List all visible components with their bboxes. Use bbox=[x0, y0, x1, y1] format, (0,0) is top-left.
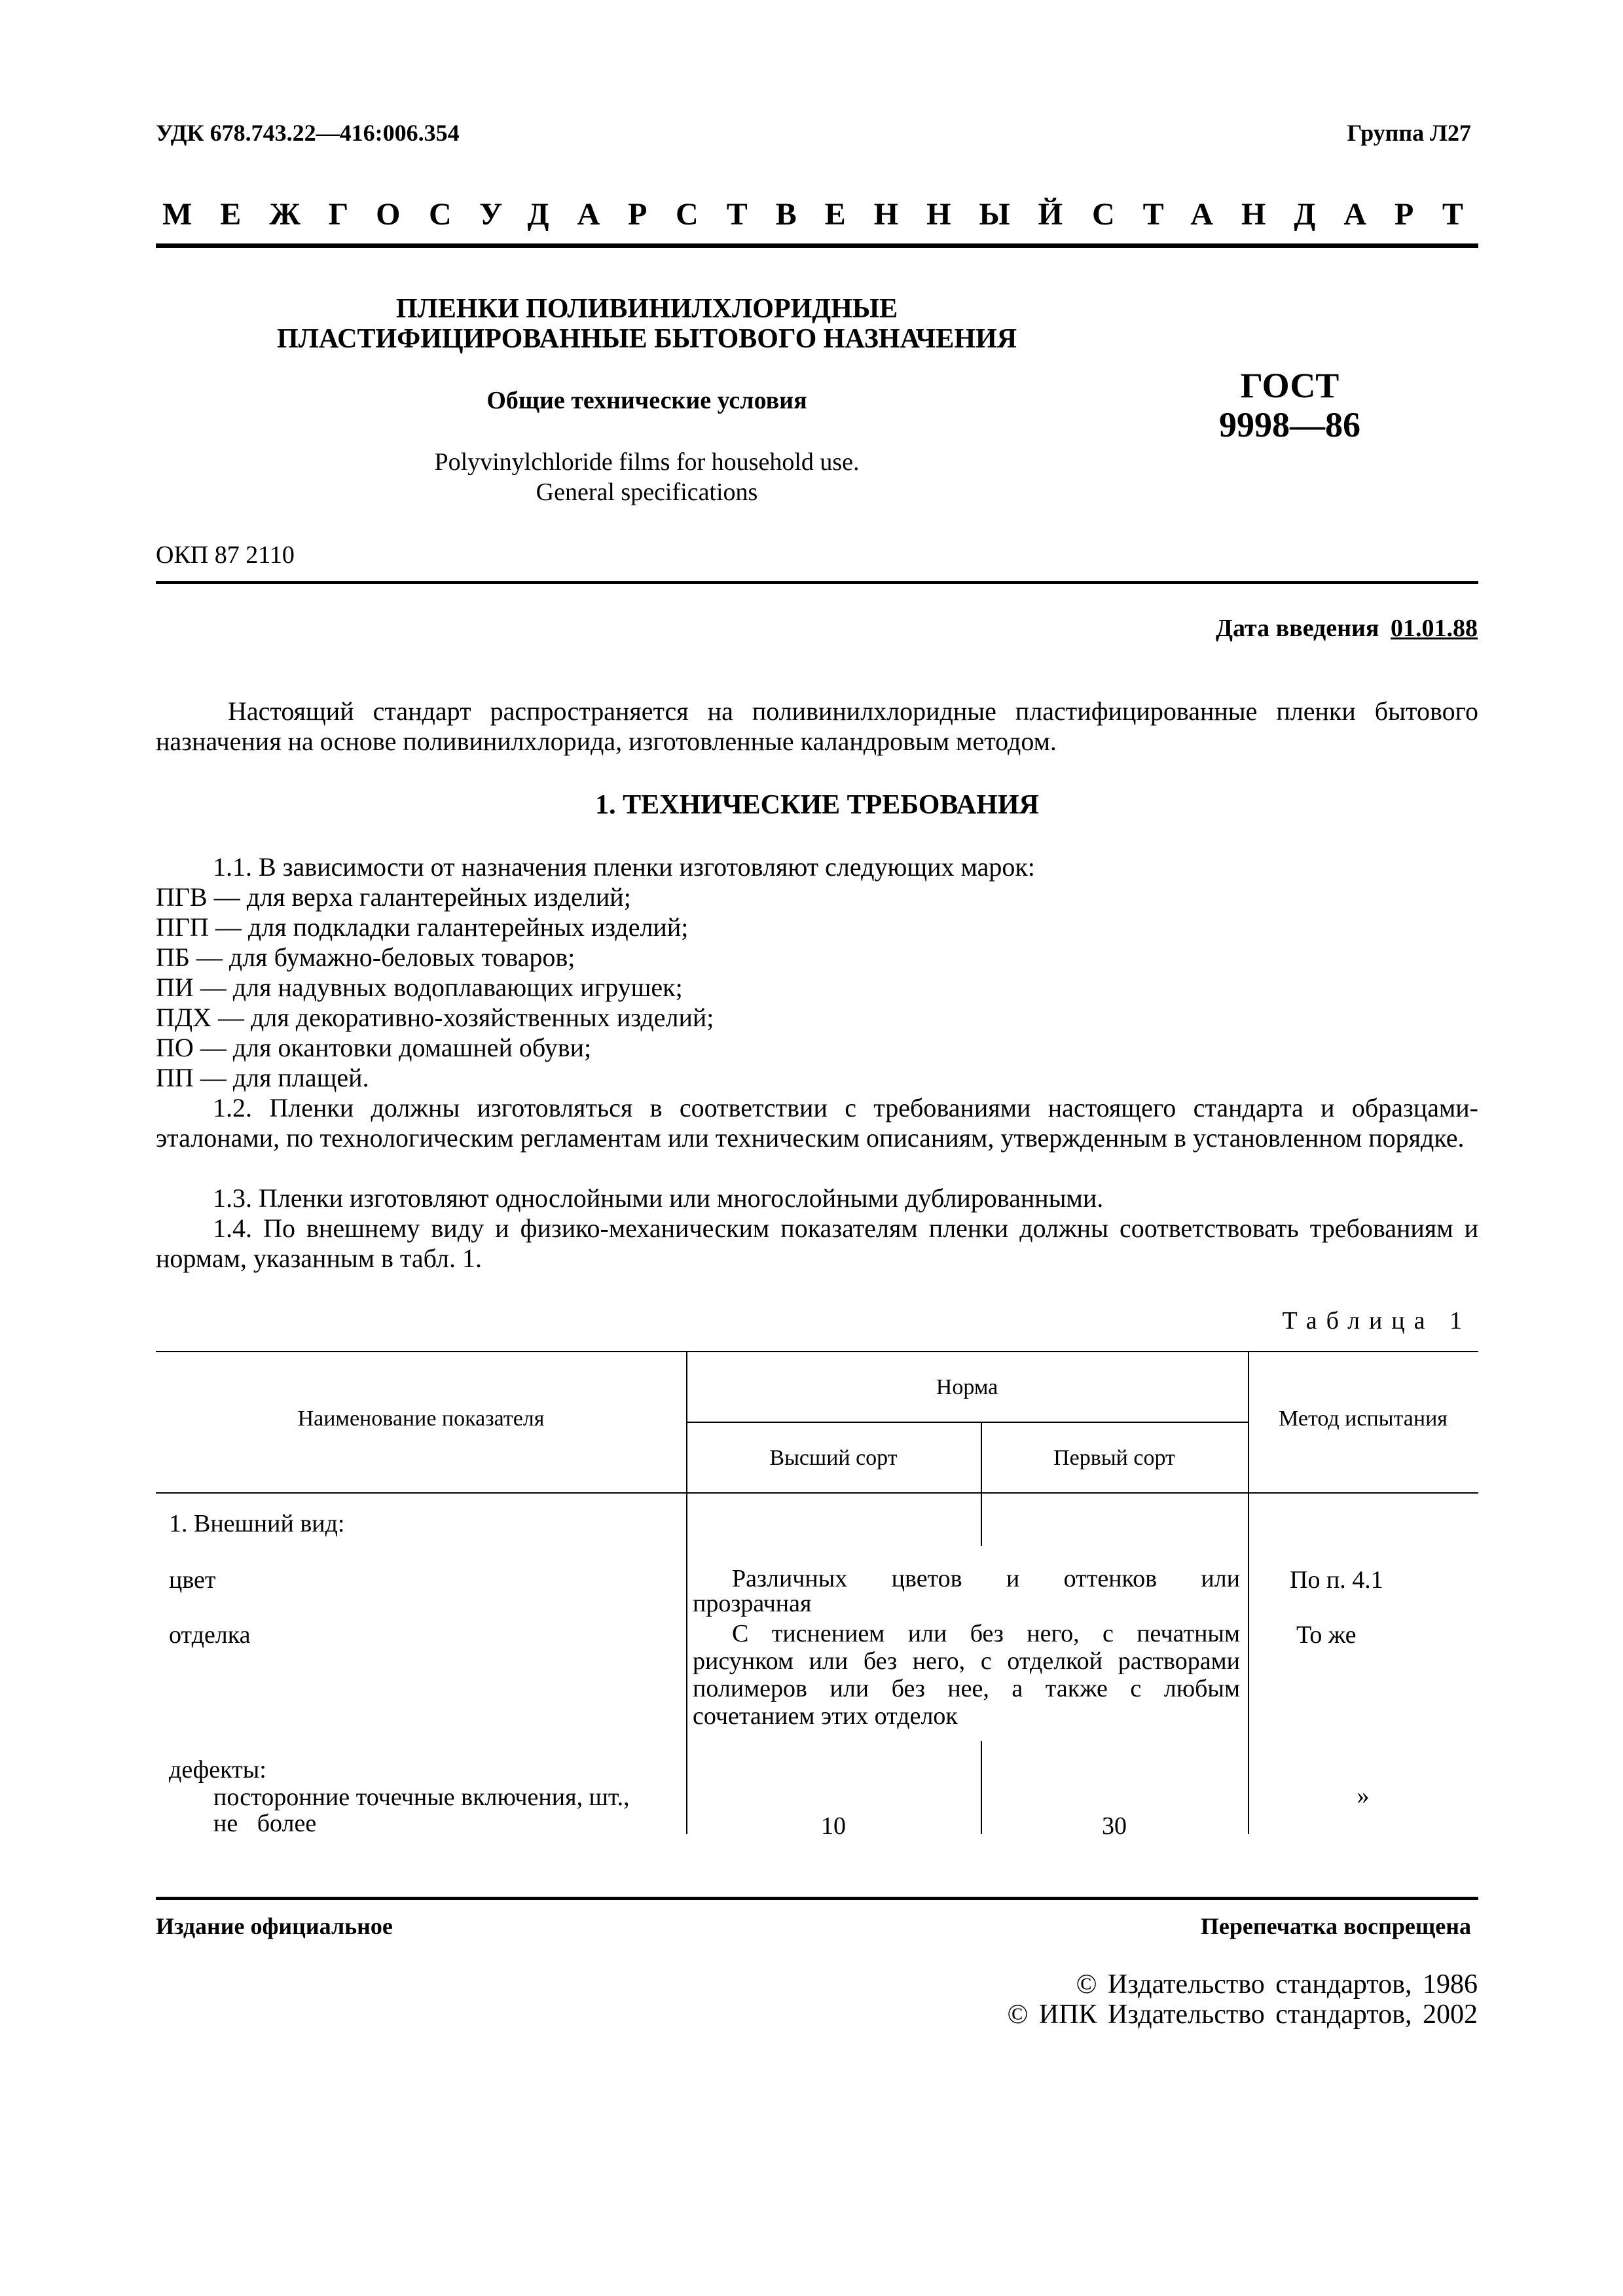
section-1-heading: 1. ТЕХНИЧЕСКИЕ ТРЕБОВАНИЯ bbox=[595, 790, 1039, 820]
header-norm: Норма bbox=[936, 1375, 998, 1399]
header-test-method: Метод испытания bbox=[1279, 1407, 1448, 1431]
row-appearance: 1. Внешний вид: bbox=[169, 1510, 345, 1537]
grade-item: ПП — для плащей. bbox=[156, 1063, 369, 1092]
table-norm-divider bbox=[686, 1422, 1248, 1423]
row-finish: отделка bbox=[169, 1621, 251, 1649]
row-color-method: По п. 4.1 bbox=[1290, 1566, 1383, 1594]
header-top-grade: Высший сорт bbox=[769, 1446, 898, 1470]
row-finish-norm-1: С тиснением или без него, с печатным bbox=[732, 1620, 1240, 1647]
row-finish-norm-2: рисунком или без него, с отделкой растворами bbox=[693, 1647, 1240, 1675]
title-line-1: ПЛЕНКИ ПОЛИВИНИЛХЛОРИДНЫЕ bbox=[395, 294, 898, 324]
clause-1-2-text: 1.2. Пленки должны изготовляться в соответствии с требованиями настоящего стандарта и образцами-эталонами, по технологическим регламентам или техническим описаниям, утвержденным в установленном порядке. bbox=[156, 1093, 1478, 1153]
official-edition: Издание официальное bbox=[156, 1913, 393, 1939]
intro-date-value: 01.01.88 bbox=[1391, 615, 1478, 642]
clause-1-1: 1.1. В зависимости от назначения пленки изготовляют следующих марок: bbox=[213, 852, 1035, 882]
group-code: Группа Л27 bbox=[1347, 120, 1471, 146]
row-finish-norm-3: полимеров или без нее, а также с любым bbox=[693, 1675, 1240, 1702]
gost-number: 9998—86 bbox=[1219, 405, 1360, 444]
header-first-grade: Первый сорт bbox=[1053, 1446, 1175, 1470]
row-color-norm-2: прозрачная bbox=[693, 1590, 812, 1617]
grade-item: ПГП — для подкладки галантерейных изделий; bbox=[156, 912, 689, 942]
row-color: цвет bbox=[169, 1566, 216, 1594]
row-inclusions-top: 10 bbox=[821, 1812, 846, 1840]
copyright-1986: © Издательство стандартов, 1986 bbox=[1076, 1969, 1478, 2000]
okp-rule bbox=[156, 581, 1478, 584]
header-indicator-name: Наименование показателя bbox=[297, 1407, 545, 1431]
title-line-2: ПЛАСТИФИЦИРОВАННЫЕ БЫТОВОГО НАЗНАЧЕНИЯ bbox=[276, 324, 1017, 354]
table-header-bottom bbox=[156, 1492, 1478, 1494]
intro-paragraph bbox=[156, 696, 1478, 757]
clause-1-3: 1.3. Пленки изготовляют однослойными или многослойными дублированными. bbox=[213, 1183, 1104, 1213]
grade-item: ПГВ — для верха галантерейных изделий; bbox=[156, 882, 631, 912]
clause-1-4-text: 1.4. По внешнему виду и физико-механическим показателям пленки должны соответствовать требованиям и нормам, указанным в табл. 1. bbox=[156, 1213, 1478, 1273]
row-inclusions-2: не более bbox=[213, 1810, 317, 1837]
footer-rule bbox=[156, 1897, 1478, 1900]
row-color-norm-1: Различных цветов и оттенков или bbox=[732, 1565, 1240, 1592]
row-finish-norm-4: сочетанием этих отделок bbox=[693, 1702, 958, 1730]
row-finish-method: То же bbox=[1296, 1621, 1357, 1649]
row-inclusions-method: » bbox=[1357, 1782, 1370, 1810]
reprint-prohibited: Перепечатка воспрещена bbox=[1200, 1913, 1471, 1939]
clause-1-4 bbox=[156, 1213, 1478, 1274]
row-inclusions-first: 30 bbox=[1102, 1812, 1127, 1840]
intro-date-label: Дата введения bbox=[1215, 615, 1379, 642]
gost-label: ГОСТ bbox=[1240, 366, 1340, 405]
grade-item: ПБ — для бумажно-беловых товаров; bbox=[156, 942, 575, 972]
grade-item: ПДХ — для декоративно-хозяйственных изделий; bbox=[156, 1003, 714, 1032]
table-col-divider bbox=[686, 1351, 687, 1834]
copyright-2002: © ИПК Издательство стандартов, 2002 bbox=[1007, 2000, 1478, 2030]
table-top-border bbox=[156, 1351, 1478, 1352]
intro-date bbox=[1216, 614, 1478, 643]
banner-interstate: МЕЖГОСУДАРСТВЕННЫЙ bbox=[162, 197, 1091, 232]
banner-standard: СТАНДАРТ bbox=[1092, 197, 1491, 232]
subtitle: Общие технические условия bbox=[486, 387, 807, 414]
table-caption: Таблица 1 bbox=[1282, 1307, 1471, 1335]
intro-text: Настоящий стандарт распространяется на поливинилхлоридные пластифицированные пленки бытового назначения на основе поливинилхлорида, изготовленные каландровым методом. bbox=[156, 696, 1478, 756]
row-inclusions-1: посторонние точечные включения, шт., bbox=[213, 1784, 630, 1811]
grade-item: ПИ — для надувных водоплавающих игрушек; bbox=[156, 973, 683, 1002]
grade-item: ПО — для окантовки домашней обуви; bbox=[156, 1033, 592, 1062]
udk-code: УДК 678.743.22—416:006.354 bbox=[156, 120, 460, 146]
okp-code: ОКП 87 2110 bbox=[156, 541, 295, 569]
clause-1-2 bbox=[156, 1093, 1478, 1153]
english-title-line-1: Polyvinylchloride films for household use. bbox=[434, 448, 860, 476]
header-thick-rule bbox=[156, 243, 1478, 248]
table-col-divider bbox=[981, 1422, 982, 1546]
row-defects: дефекты: bbox=[169, 1756, 266, 1784]
english-title-line-2: General specifications bbox=[536, 478, 758, 506]
